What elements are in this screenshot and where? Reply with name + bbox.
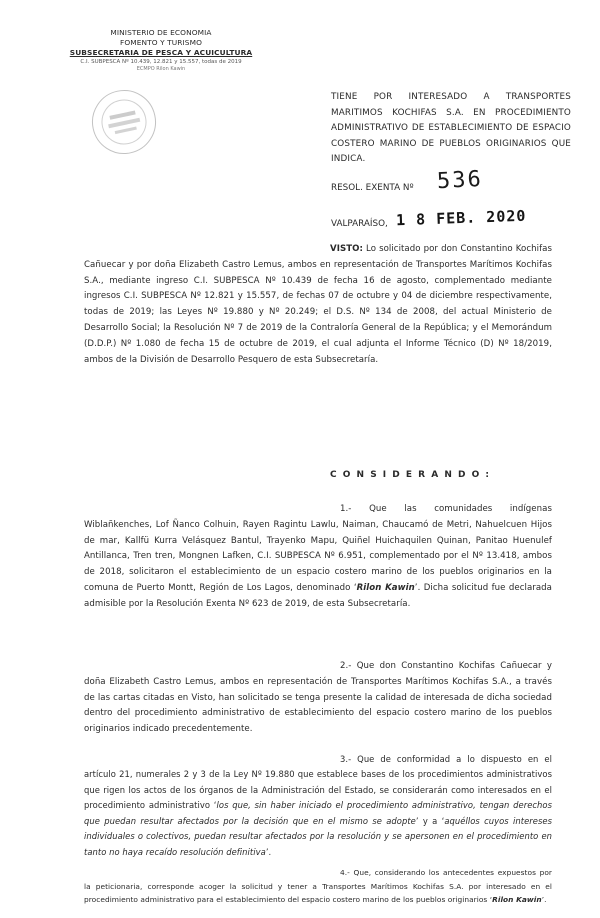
resolution-label: RESOL. EXENTA Nº xyxy=(331,183,414,193)
point-1-number: 1.- xyxy=(340,504,352,514)
ministry-name-2: FOMENTO Y TURISMO xyxy=(119,38,202,47)
considerando-3 xyxy=(84,752,552,860)
resolution-title: TIENE POR INTERESADO A TRANSPORTES MARITIMOS KOCHIFAS S.A. EN PROCEDIMIENTO ADMINISTRATIVO DE ESTABLECIMIENTO DE ESPACIO COSTERO MARINO DE PUEBLOS ORIGINARIOS QUE INDICA. xyxy=(331,92,571,164)
point-4-text: Que, considerando los antecedentes expuestos por la peticionaria, corresponde acoger la solicitud y tener a Transportes Marítimos Kochifas S.A. por interesado en el procedimiento administrativo para el establecimiento del espacio costero marino de los pueblos originarios ‘ xyxy=(84,868,552,905)
considerando-4 xyxy=(84,866,552,907)
considerando-heading: C O N S I D E R A N D O : xyxy=(330,470,491,480)
point-3-text: Que de conformidad a lo dispuesto en el artículo 21, numerales 2 y 3 de la Ley Nº 19.880 que establece bases de los procedimientos administrativos que rigen los actos de los órganos de la Administración del Estado, se considerarán como interesados en el procedimiento administrativo ‘ xyxy=(84,754,552,811)
point-1-text-end: ’. Dicha solicitud fue declarada admisible por la Resolución Exenta Nº 623 de 2019, de esta Subsecretaría. xyxy=(84,582,552,609)
visto-paragraph xyxy=(84,242,552,368)
resolution-number: 536 xyxy=(436,166,484,195)
point-2-text: Que don Constantino Kochifas Cañuecar y doña Elizabeth Castro Lemus, ambos en representación de Transportes Marítimos Kochifas S.A., a través de las cartas citadas en Visto, han solicitado se tenga presente la calidad de interesada de dicha sociedad dentro del procedimiento administrativo de establecimiento del espacio costero marino de los pueblos originarios indicado precedentemente. xyxy=(84,661,552,735)
point-3-end: ’. xyxy=(265,846,272,857)
point-1-text: Que las comunidades indígenas Wiblañkenches, Lof Ñanco Colhuin, Rayen Ragintu Lawlu, Naiman, Chaucamó de Metri, Nahuelcuen Hijos de mar, Kallfü Kurra Velásquez Bantul, Trayenko Mapu, Quiñel Huichaquilen Quinan, Panitao Huenulef Antillanca, Tren tren, Mongnen Lafken, C.I. SUBPESCA Nº 6.951, complementado por el Nº 13.418, ambos de 2018, solicitaron el establecimiento de un espacio costero marino de los pueblos originarios en la comuna de Puerto Montt, Región de Los Lagos, denominado ‘ xyxy=(84,504,552,593)
official-stamp-icon xyxy=(86,84,162,160)
reference-line-2: ECMPO Rilon Kawin xyxy=(136,66,186,72)
point-4-end: ’. xyxy=(541,895,547,905)
point-4-ecmpo-name: Rilon Kawin xyxy=(492,895,542,905)
point-3-quote-1: los que, sin haber iniciado el procedimiento administrativo, tengan derechos que puedan resultar afectados por la decisión que en el mismo se adopte xyxy=(84,800,552,826)
visto-label: VISTO: xyxy=(330,244,363,254)
considerando-2 xyxy=(84,659,552,738)
date-stamp: 1 8 FEB. 2020 xyxy=(395,206,527,230)
point-4-number: 4.- xyxy=(340,868,350,877)
considerando-1 xyxy=(84,502,552,613)
point-3-mid: ’ y a ‘ xyxy=(415,815,445,826)
place-label: VALPARAÍSO, xyxy=(331,219,388,229)
point-2-number: 2.- xyxy=(340,661,352,671)
letterhead xyxy=(56,28,266,73)
reference-line: C.I. SUBPESCA Nº 10.439, 12.821 y 15.557, todas de 2019 xyxy=(80,59,242,65)
visto-text: Lo solicitado por don Constantino Kochifas Cañuecar y por doña Elizabeth Castro Lemus, ambos en representación de Transportes Marítimos Kochifas S.A., mediante ingreso C.I. SUBPESCA Nº 10.439 de fecha 16 de agosto, complementado mediante ingresos C.I. SUBPESCA Nº 12.821 y 15.557, de fechas 07 de octubre y 04 de diciembre respectivamente, todas de 2019; las Leyes Nº 19.880 y Nº 20.249; el D.S. Nº 134 de 2008, del actual Ministerio de Desarrollo Social; la Resolución Nº 7 de 2019 de la Contraloría General de la República; y el Memorándum (D.D.P.) Nº 1.080 de fecha 15 de octubre de 2019, el cual adjunta el Informe Técnico (D) Nº 18/2019, ambos de la División de Desarrollo Pesquero de esta Subsecretaría. xyxy=(84,244,552,365)
point-3-quote-2: aquéllos cuyos intereses individuales o colectivos, puedan resultar afectados por la resolución y se apersonen en el procedimiento en tanto no haya recaído resolución definitiva xyxy=(84,815,552,857)
subsecretaria-name: SUBSECRETARIA DE PESCA Y ACUICULTURA xyxy=(69,48,253,57)
point-3-number: 3.- xyxy=(340,754,352,764)
point-1-ecmpo-name: Rilon Kawin xyxy=(356,582,415,593)
ministry-name: MINISTERIO DE ECONOMIA xyxy=(110,28,212,37)
